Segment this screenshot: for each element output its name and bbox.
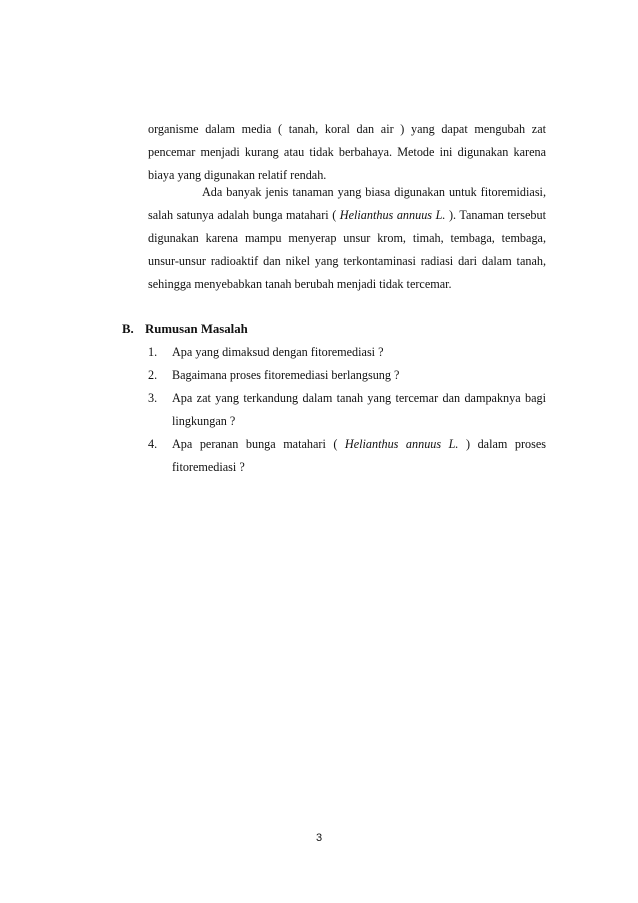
- paragraph-2-text-after: ). Tanaman tersebut digunakan karena mampu menyerap unsur krom, timah, tembaga, tembaga, unsur-unsur radioaktif dan nikel yang terkontaminasi radiasi dari dalam tanah, sehingga menyebabkan tanah berubah menjadi tidak tercemar.: [148, 208, 546, 291]
- paragraph-2-text-before: Ada banyak jenis tanaman yang biasa digunakan untuk fitoremidiasi, salah satunya adalah bunga matahari (: [148, 185, 546, 222]
- paragraph-2: [148, 181, 546, 296]
- list-item-number: 2.: [148, 368, 158, 382]
- list-item: [148, 341, 546, 364]
- list-item-text-before: Apa peranan bunga matahari (: [172, 437, 345, 451]
- section-title: Rumusan Masalah: [145, 322, 248, 336]
- list-item-text: Apa yang dimaksud dengan fitoremediasi ?: [172, 345, 384, 359]
- list-item: [148, 364, 546, 387]
- list-item: [148, 387, 546, 433]
- list-item-text: Bagaimana proses fitoremediasi berlangsung ?: [172, 368, 400, 382]
- list-item: [148, 433, 546, 479]
- page-number: 3: [315, 832, 323, 844]
- list-item-number: 4.: [148, 437, 158, 451]
- list-item-text-after: ) dalam proses fitoremediasi ?: [172, 437, 547, 474]
- question-list: [148, 341, 546, 479]
- list-item-number: 3.: [148, 391, 158, 405]
- section-heading: [122, 318, 248, 341]
- species-name-italic: Helianthus annuus L.: [339, 208, 446, 222]
- species-name-italic: Helianthus annuus L.: [344, 437, 459, 451]
- section-letter: B.: [122, 322, 134, 336]
- list-item-text: Apa zat yang terkandung dalam tanah yang tercemar dan dampaknya bagi lingkungan ?: [172, 391, 546, 428]
- list-item-number: 1.: [148, 345, 158, 359]
- paragraph-1: organisme dalam media ( tanah, koral dan air ) yang dapat mengubah zat pencemar menjadi kurang atau tidak berbahaya. Metode ini digunakan karena biaya yang digunakan relatif rendah.: [148, 122, 546, 182]
